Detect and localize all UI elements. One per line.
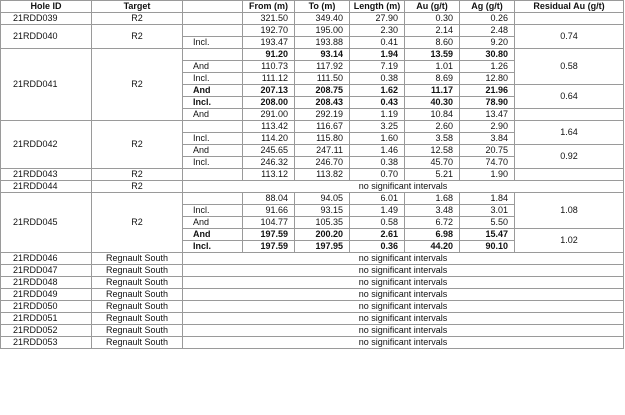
table-row bbox=[1, 181, 624, 193]
au-gpt: 45.70 bbox=[405, 157, 460, 169]
residual-au: 0.58 bbox=[515, 49, 624, 85]
au-gpt: 3.48 bbox=[405, 205, 460, 217]
to-m: 197.95 bbox=[295, 241, 350, 253]
target: R2 bbox=[92, 13, 183, 25]
table-row bbox=[1, 253, 624, 265]
length-m: 7.19 bbox=[350, 61, 405, 73]
qualifier bbox=[183, 49, 243, 61]
au-gpt: 0.30 bbox=[405, 13, 460, 25]
au-gpt: 8.60 bbox=[405, 37, 460, 49]
length-m: 0.38 bbox=[350, 73, 405, 85]
target: Regnault South bbox=[92, 337, 183, 349]
from-m: 193.47 bbox=[243, 37, 295, 49]
header-row bbox=[1, 1, 624, 13]
ag-gpt: 1.84 bbox=[460, 193, 515, 205]
ag-gpt: 15.47 bbox=[460, 229, 515, 241]
ag-gpt: 3.01 bbox=[460, 205, 515, 217]
qualifier: Incl. bbox=[183, 241, 243, 253]
hole-id: 21RDD053 bbox=[1, 337, 92, 349]
to-m: 105.35 bbox=[295, 217, 350, 229]
table-row bbox=[1, 121, 624, 133]
no-significant-intervals: no significant intervals bbox=[183, 265, 624, 277]
qualifier bbox=[183, 121, 243, 133]
residual-au: 1.02 bbox=[515, 229, 624, 253]
ag-gpt: 2.48 bbox=[460, 25, 515, 37]
residual-au: 0.64 bbox=[515, 85, 624, 109]
table-row bbox=[1, 301, 624, 313]
qualifier: And bbox=[183, 109, 243, 121]
no-significant-intervals: no significant intervals bbox=[183, 301, 624, 313]
header-to: To (m) bbox=[295, 1, 350, 13]
ag-gpt: 20.75 bbox=[460, 145, 515, 157]
to-m: 200.20 bbox=[295, 229, 350, 241]
au-gpt: 12.58 bbox=[405, 145, 460, 157]
table-row bbox=[1, 265, 624, 277]
from-m: 245.65 bbox=[243, 145, 295, 157]
no-significant-intervals: no significant intervals bbox=[183, 181, 624, 193]
to-m: 93.14 bbox=[295, 49, 350, 61]
qualifier: Incl. bbox=[183, 133, 243, 145]
hole-id: 21RDD051 bbox=[1, 313, 92, 325]
table-row bbox=[1, 277, 624, 289]
to-m: 93.15 bbox=[295, 205, 350, 217]
header-ag: Ag (g/t) bbox=[460, 1, 515, 13]
residual-au: 1.08 bbox=[515, 193, 624, 229]
header-length: Length (m) bbox=[350, 1, 405, 13]
au-gpt: 5.21 bbox=[405, 169, 460, 181]
au-gpt: 1.68 bbox=[405, 193, 460, 205]
from-m: 246.32 bbox=[243, 157, 295, 169]
qualifier bbox=[183, 169, 243, 181]
to-m: 247.11 bbox=[295, 145, 350, 157]
to-m: 195.00 bbox=[295, 25, 350, 37]
to-m: 246.70 bbox=[295, 157, 350, 169]
target: Regnault South bbox=[92, 289, 183, 301]
qualifier: And bbox=[183, 217, 243, 229]
no-significant-intervals: no significant intervals bbox=[183, 337, 624, 349]
target: R2 bbox=[92, 169, 183, 181]
no-significant-intervals: no significant intervals bbox=[183, 325, 624, 337]
target: Regnault South bbox=[92, 277, 183, 289]
table-row bbox=[1, 49, 624, 61]
au-gpt: 3.58 bbox=[405, 133, 460, 145]
hole-id: 21RDD052 bbox=[1, 325, 92, 337]
header-residual-au: Residual Au (g/t) bbox=[515, 1, 624, 13]
ag-gpt: 90.10 bbox=[460, 241, 515, 253]
target: R2 bbox=[92, 121, 183, 169]
no-significant-intervals: no significant intervals bbox=[183, 253, 624, 265]
residual-au bbox=[515, 109, 624, 121]
from-m: 291.00 bbox=[243, 109, 295, 121]
table-row bbox=[1, 313, 624, 325]
au-gpt: 44.20 bbox=[405, 241, 460, 253]
to-m: 117.92 bbox=[295, 61, 350, 73]
hole-id: 21RDD045 bbox=[1, 193, 92, 253]
au-gpt: 2.14 bbox=[405, 25, 460, 37]
qualifier bbox=[183, 13, 243, 25]
length-m: 2.61 bbox=[350, 229, 405, 241]
qualifier: Incl. bbox=[183, 157, 243, 169]
length-m: 2.30 bbox=[350, 25, 405, 37]
length-m: 0.43 bbox=[350, 97, 405, 109]
hole-id: 21RDD046 bbox=[1, 253, 92, 265]
qualifier: And bbox=[183, 145, 243, 157]
au-gpt: 13.59 bbox=[405, 49, 460, 61]
from-m: 114.20 bbox=[243, 133, 295, 145]
length-m: 0.38 bbox=[350, 157, 405, 169]
no-significant-intervals: no significant intervals bbox=[183, 277, 624, 289]
to-m: 115.80 bbox=[295, 133, 350, 145]
hole-id: 21RDD047 bbox=[1, 265, 92, 277]
target: Regnault South bbox=[92, 265, 183, 277]
to-m: 208.75 bbox=[295, 85, 350, 97]
target: Regnault South bbox=[92, 301, 183, 313]
qualifier bbox=[183, 25, 243, 37]
length-m: 1.62 bbox=[350, 85, 405, 97]
length-m: 27.90 bbox=[350, 13, 405, 25]
from-m: 207.13 bbox=[243, 85, 295, 97]
table-body bbox=[1, 13, 624, 349]
ag-gpt: 1.26 bbox=[460, 61, 515, 73]
au-gpt: 10.84 bbox=[405, 109, 460, 121]
ag-gpt: 5.50 bbox=[460, 217, 515, 229]
table-row bbox=[1, 325, 624, 337]
from-m: 113.12 bbox=[243, 169, 295, 181]
length-m: 0.58 bbox=[350, 217, 405, 229]
from-m: 321.50 bbox=[243, 13, 295, 25]
no-significant-intervals: no significant intervals bbox=[183, 289, 624, 301]
target: R2 bbox=[92, 49, 183, 121]
residual-au bbox=[515, 13, 624, 25]
au-gpt: 40.30 bbox=[405, 97, 460, 109]
target: Regnault South bbox=[92, 325, 183, 337]
length-m: 1.46 bbox=[350, 145, 405, 157]
ag-gpt: 0.26 bbox=[460, 13, 515, 25]
to-m: 208.43 bbox=[295, 97, 350, 109]
to-m: 349.40 bbox=[295, 13, 350, 25]
from-m: 197.59 bbox=[243, 241, 295, 253]
hole-id: 21RDD049 bbox=[1, 289, 92, 301]
qualifier: Incl. bbox=[183, 97, 243, 109]
length-m: 0.36 bbox=[350, 241, 405, 253]
from-m: 91.66 bbox=[243, 205, 295, 217]
qualifier: And bbox=[183, 61, 243, 73]
qualifier: Incl. bbox=[183, 205, 243, 217]
from-m: 197.59 bbox=[243, 229, 295, 241]
header-au: Au (g/t) bbox=[405, 1, 460, 13]
residual-au: 1.64 bbox=[515, 121, 624, 145]
to-m: 292.19 bbox=[295, 109, 350, 121]
table-row bbox=[1, 169, 624, 181]
length-m: 3.25 bbox=[350, 121, 405, 133]
hole-id: 21RDD050 bbox=[1, 301, 92, 313]
ag-gpt: 74.70 bbox=[460, 157, 515, 169]
from-m: 110.73 bbox=[243, 61, 295, 73]
au-gpt: 2.60 bbox=[405, 121, 460, 133]
ag-gpt: 78.90 bbox=[460, 97, 515, 109]
from-m: 104.77 bbox=[243, 217, 295, 229]
to-m: 94.05 bbox=[295, 193, 350, 205]
hole-id: 21RDD048 bbox=[1, 277, 92, 289]
length-m: 1.49 bbox=[350, 205, 405, 217]
target: Regnault South bbox=[92, 313, 183, 325]
hole-id: 21RDD040 bbox=[1, 25, 92, 49]
residual-au bbox=[515, 169, 624, 181]
length-m: 1.19 bbox=[350, 109, 405, 121]
au-gpt: 1.01 bbox=[405, 61, 460, 73]
target: R2 bbox=[92, 181, 183, 193]
table-row bbox=[1, 193, 624, 205]
hole-id: 21RDD042 bbox=[1, 121, 92, 169]
au-gpt: 8.69 bbox=[405, 73, 460, 85]
hole-id: 21RDD039 bbox=[1, 13, 92, 25]
ag-gpt: 9.20 bbox=[460, 37, 515, 49]
target: Regnault South bbox=[92, 253, 183, 265]
qualifier bbox=[183, 193, 243, 205]
target: R2 bbox=[92, 25, 183, 49]
length-m: 1.60 bbox=[350, 133, 405, 145]
from-m: 192.70 bbox=[243, 25, 295, 37]
table-row bbox=[1, 13, 624, 25]
length-m: 0.41 bbox=[350, 37, 405, 49]
table-row bbox=[1, 337, 624, 349]
qualifier: And bbox=[183, 229, 243, 241]
table-row bbox=[1, 289, 624, 301]
header-target: Target bbox=[92, 1, 183, 13]
from-m: 113.42 bbox=[243, 121, 295, 133]
to-m: 193.88 bbox=[295, 37, 350, 49]
table-row bbox=[1, 25, 624, 37]
from-m: 88.04 bbox=[243, 193, 295, 205]
from-m: 91.20 bbox=[243, 49, 295, 61]
au-gpt: 11.17 bbox=[405, 85, 460, 97]
from-m: 111.12 bbox=[243, 73, 295, 85]
residual-au: 0.74 bbox=[515, 25, 624, 49]
au-gpt: 6.98 bbox=[405, 229, 460, 241]
hole-id: 21RDD044 bbox=[1, 181, 92, 193]
au-gpt: 6.72 bbox=[405, 217, 460, 229]
qualifier: Incl. bbox=[183, 37, 243, 49]
residual-au: 0.92 bbox=[515, 145, 624, 169]
length-m: 6.01 bbox=[350, 193, 405, 205]
ag-gpt: 2.90 bbox=[460, 121, 515, 133]
length-m: 0.70 bbox=[350, 169, 405, 181]
target: R2 bbox=[92, 193, 183, 253]
ag-gpt: 21.96 bbox=[460, 85, 515, 97]
header-qualifier bbox=[183, 1, 243, 13]
ag-gpt: 30.80 bbox=[460, 49, 515, 61]
hole-id: 21RDD041 bbox=[1, 49, 92, 121]
hole-id: 21RDD043 bbox=[1, 169, 92, 181]
qualifier: And bbox=[183, 85, 243, 97]
to-m: 113.82 bbox=[295, 169, 350, 181]
no-significant-intervals: no significant intervals bbox=[183, 313, 624, 325]
to-m: 116.67 bbox=[295, 121, 350, 133]
ag-gpt: 1.90 bbox=[460, 169, 515, 181]
length-m: 1.94 bbox=[350, 49, 405, 61]
ag-gpt: 12.80 bbox=[460, 73, 515, 85]
to-m: 111.50 bbox=[295, 73, 350, 85]
qualifier: Incl. bbox=[183, 73, 243, 85]
header-from: From (m) bbox=[243, 1, 295, 13]
header-hole-id: Hole ID bbox=[1, 1, 92, 13]
ag-gpt: 3.84 bbox=[460, 133, 515, 145]
ag-gpt: 13.47 bbox=[460, 109, 515, 121]
from-m: 208.00 bbox=[243, 97, 295, 109]
